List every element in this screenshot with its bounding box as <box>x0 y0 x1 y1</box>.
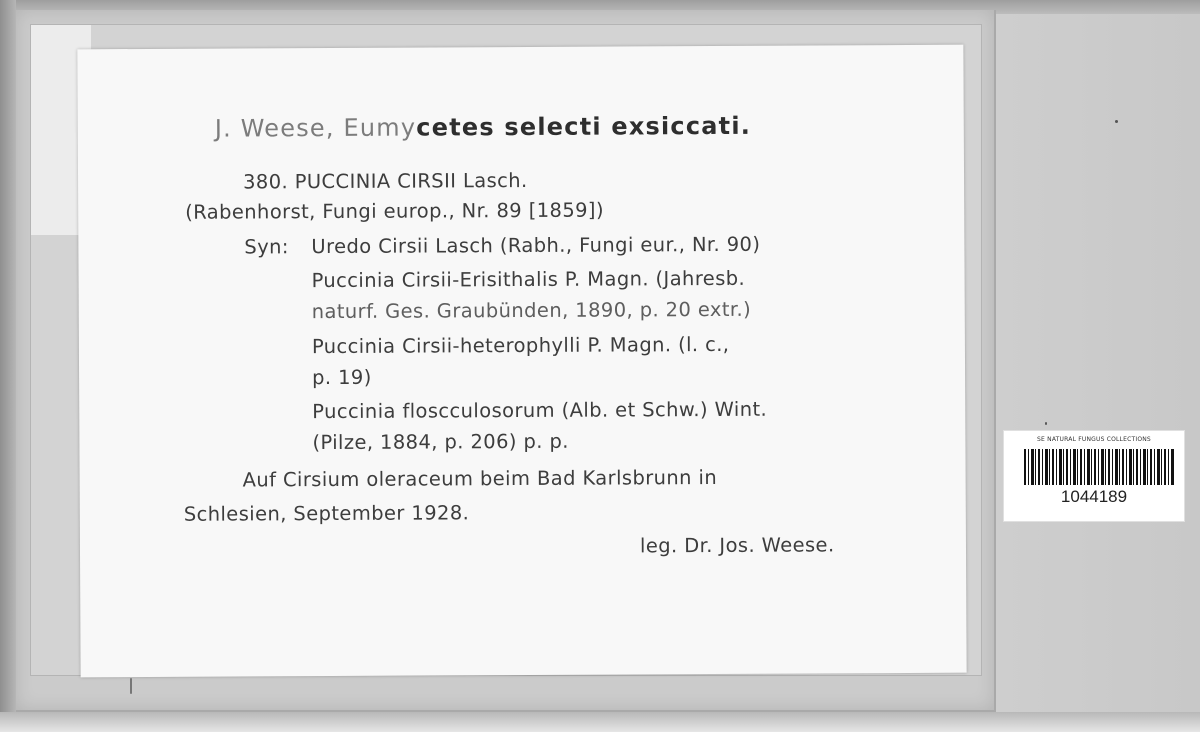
synonym-4a: Puccinia floscculosorum (Alb. et Schw.) Wint. <box>312 397 768 424</box>
locality-line-1: Auf Cirsium oleraceum beim Bad Karlsbrunn in <box>242 465 718 492</box>
synonym-2b: naturf. Ges. Graubünden, 1890, p. 20 extr.) <box>311 297 752 324</box>
barcode-header: SE NATURAL FUNGUS COLLECTIONS <box>1037 436 1151 443</box>
synonym-3b: p. 19) <box>312 365 372 390</box>
left-edge <box>0 0 16 732</box>
collector-line: leg. Dr. Jos. Weese. <box>639 533 835 558</box>
folder-sheet <box>16 10 996 712</box>
source-line: (Rabenhorst, Fungi europ., Nr. 89 [1859]) <box>185 198 604 224</box>
synonym-1: Uredo Cirsii Lasch (Rabh., Fungi eur., Nr. 90) <box>311 232 761 259</box>
dust-speck <box>1115 120 1118 123</box>
title-dark-part: cetes selecti exsiccati. <box>416 111 752 142</box>
synonym-2a: Puccinia Cirsii-Erisithalis P. Magn. (Jahresb. <box>311 266 746 293</box>
barcode-icon <box>1024 449 1174 485</box>
label-title <box>215 112 751 143</box>
bottom-edge <box>0 712 1200 732</box>
synonym-prefix: Syn: <box>244 235 289 259</box>
locality-line-2: Schlesien, September 1928. <box>183 501 470 526</box>
specimen-label <box>77 45 966 678</box>
barcode-tag <box>1003 430 1185 522</box>
dust-speck <box>1045 422 1047 425</box>
scratch-mark <box>130 678 132 694</box>
barcode-number: 1044189 <box>1060 487 1128 506</box>
synonym-4b: (Pilze, 1884, p. 206) p. p. <box>312 429 569 455</box>
synonym-3a: Puccinia Cirsii-heterophylli P. Magn. (l. c., <box>311 332 730 359</box>
backing-card <box>30 24 982 676</box>
title-faded-part: J. Weese, Eumy <box>214 113 417 143</box>
entry-line: 380. PUCCINIA CIRSII Lasch. <box>242 168 528 194</box>
